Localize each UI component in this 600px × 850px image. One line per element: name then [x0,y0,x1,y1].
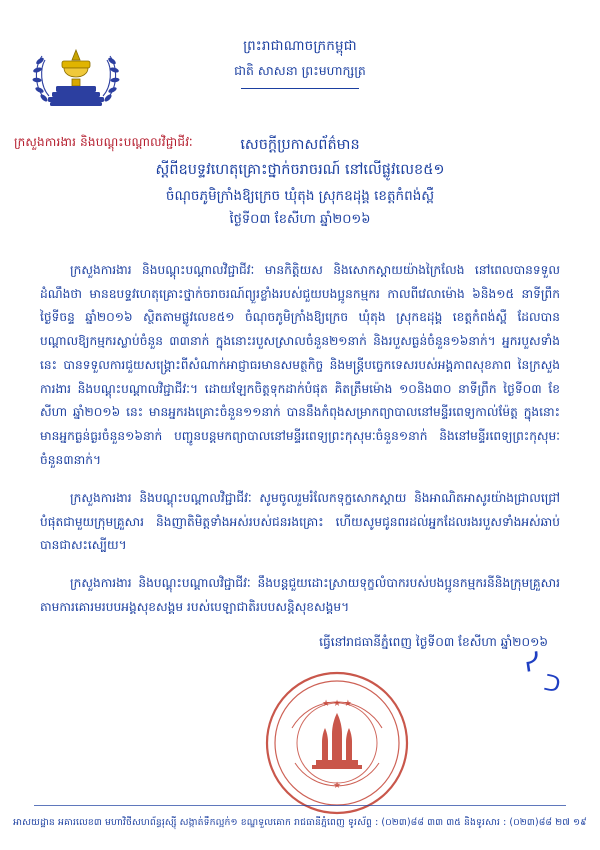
body-paragraph-1: ក្រសួងការងារ និងបណ្តុះបណ្តាលវិជ្ជាជីវៈ មានកិត្តិយស និងសោកស្តាយយ៉ាងក្រៃលែង នៅពេលបានទទួលដំណឹងថា មានឧបទ្ទវហេតុគ្រោះថ្នាក់ចរាចរណ៍ព្យួរខ្លាំងរបស់ជួយបងប្អូនកម្មករ កាលពីវេលាម៉ោង ៦និង១៥ នាទីព្រឹក ថ្ងៃទីចន្ទ ឆ្នាំ២០១៦ ស្ថិតតាមផ្លូវលេខ៥១ ចំណុចភូមិក្រាំងឱ្យក្រេច ឃុំតុង ស្រុកឧដុង្គ ខេត្តកំពង់ស្ពឺ ដែលបានបណ្តាលឱ្យកម្មករស្លាប់ចំនួន ៣៣នាក់ ក្នុងនោះរបួសស្រាលចំនួន២១នាក់ និងរបួសធ្ងន់ចំនួន១៦នាក់។ អ្នករបួសទាំងនេះ បានទទួលការជួយសង្គ្រោះពីសំណាក់អាជ្ញាធរមានសមត្ថកិច្ច និងមន្ត្រីបច្ចេកទេសរបស់អង្គភាពសុខភាព នៃក្រសួងការងារ និងបណ្តុះបណ្តាលវិជ្ជាជីវៈ។ ដោយឡែកចិត្តទុកដាក់បំផុត គិតត្រឹមម៉ោង ១០និង៣០ នាទីព្រឹក ថ្ងៃទី០៣ ខែសីហា ឆ្នាំ២០១៦ នេះ មានអ្នករងគ្រោះចំនួន១១នាក់ បាននឹងកំពុងសម្រាកព្យាបាលនៅមន្ទីរពេទ្យកាល់ម៉ែត្ត ក្នុងនោះមានអ្នកធ្ងន់ធ្ងរចំនួន១៦នាក់ បញ្ជូនបន្តមកព្យាបាលនៅមន្ទីរពេទ្យព្រះកុសុមៈចំនួន១នាក់ និងនៅមន្ទីរពេទ្យព្រះកុសុមៈចំនួន៣នាក់។ [40,262,560,467]
kingdom-title: ព្រះរាជាណាចក្រកម្ពុជា [243,38,357,54]
body-paragraph-3: ក្រសួងការងារ និងបណ្តុះបណ្តាលវិជ្ជាជីវៈ នឹងបន្តជួយដោះស្រាយទុក្ខលំបាករបស់បងប្អូនកម្មករនីនិងក្រុមគ្រួសារតាមការគោរមរបបអង្គសុខសង្គម របស់បេឡាជាតិរបបសន្តិសុខសង្គម។ [40,576,560,614]
body-paragraph-2: ក្រសួងការងារ និងបណ្តុះបណ្តាលវិជ្ជាជីវៈ សូមចូលរួមរំលែកទុក្ខសោកស្តាយ និងអាណិតអាសូរយ៉ាងជ្រាលជ្រៅបំផុតជាមួយក្រុមគ្រួសារ និងញាតិមិត្តទាំងអស់របស់ជនរងគ្រោះ ហើយសូមជូនពរដល់អ្នកដែលរងរបួសទាំងអស់ឆាប់បានជាសះស្បើយ។ [40,490,560,553]
national-motto: ជាតិ សាសនា ព្រះមហាក្សត្រ [234,63,366,79]
footer-divider [34,805,566,806]
ministry-official-seal [262,668,412,818]
handwritten-signature: ᓯ [522,647,543,679]
title-location-line: ចំណុចភូមិក្រាំងឱ្យក្រេច ឃុំតុង ស្រុកឧដុង្គ ខេត្តកំពង់ស្ពឺ [165,187,435,204]
signature-block [34,634,566,652]
footer-address: អាសយដ្ឋាន អគារលេខ៣ មហាវិថីសហព័ន្ធរុស្ស៊ី សង្កាត់ទឹកល្អក់១ ខណ្ឌទួលគោក រាជធានីភ្នំពេញ ទូរស័ព្ទ : (០២៣)៨៨ ៣៣ ៣៥ និងទូរសារ : (០២៣)៨៨ ២៧ ១៩ [13,817,587,828]
title-subject-line: ស្តីពីឧបទ្ទវហេតុគ្រោះថ្នាក់ចរាចរណ៍ នៅលើផ្លូវលេខ៥១ [155,162,445,179]
svg-text:★ ★ ★: ★ ★ ★ [322,699,352,709]
svg-text:★: ★ [332,781,342,791]
page-title: សេចក្តីប្រកាសព័ត៌មាន [240,137,360,153]
motto-divider [241,88,359,89]
signature-place-date: ធ្វើនៅរាជធានីភ្នំពេញ ថ្ងៃទី០៣ ខែសីហា ឆ្នាំ២០១៦ [319,634,548,649]
ministry-name: ក្រសួងការងារ និងបណ្តុះបណ្តាលវិជ្ជាជីវៈ [14,135,193,149]
document-header [34,22,566,89]
title-date-line: ថ្ងៃទី០៣ ខែសីហា ឆ្នាំ២០១៦ [229,212,371,228]
handwritten-signature-mark: ᑐ [541,670,563,699]
document-body [34,259,566,620]
